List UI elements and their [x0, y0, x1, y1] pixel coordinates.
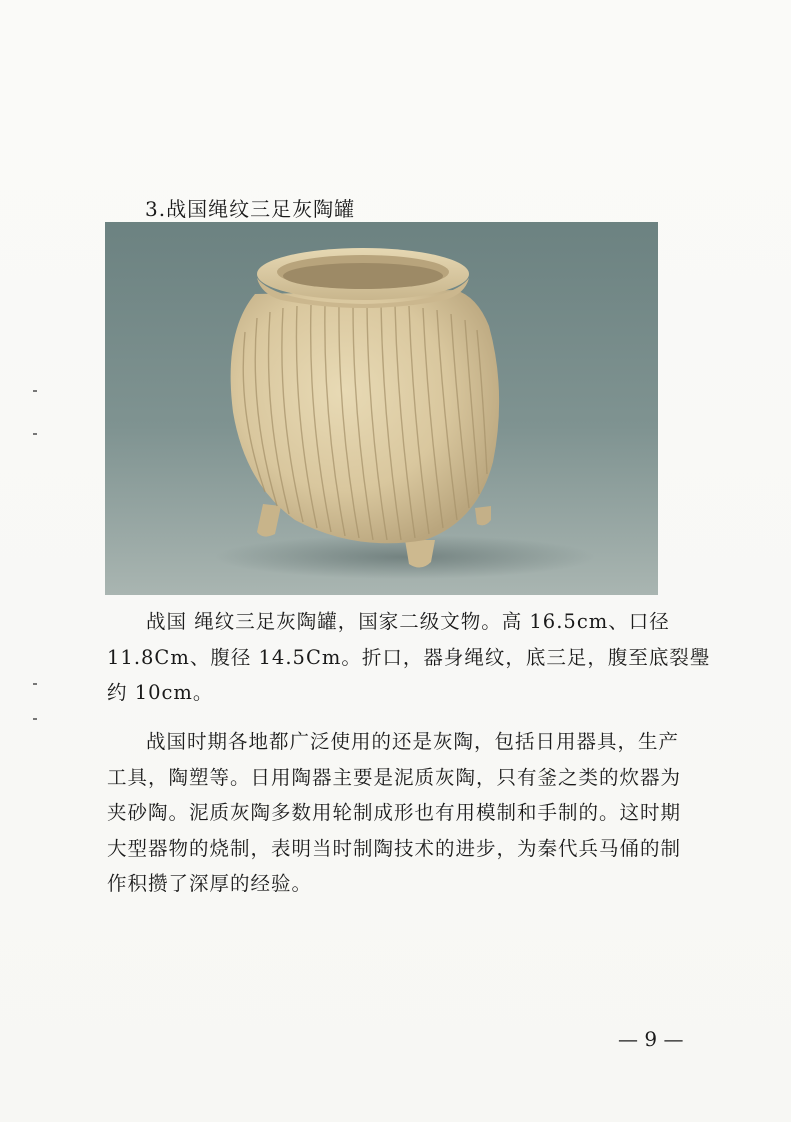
paragraph-line: 战国时期各地都广泛使用的还是灰陶，包括日用器具，生产 — [146, 730, 680, 753]
caption-line: 战国 绳纹三足灰陶罐，国家二级文物。高 16.5cm、口径 — [146, 610, 670, 633]
pottery-jar-photo — [105, 222, 658, 595]
paragraph-line: 作积攒了深厚的经验。 — [107, 872, 313, 895]
binding-mark — [33, 683, 37, 685]
paragraph-line: 大型器物的烧制，表明当时制陶技术的进步，为秦代兵马俑的制 — [107, 836, 682, 860]
page-number: — 9 — — [618, 1027, 684, 1051]
paragraph-line: 夹砂陶。泥质灰陶多数用轮制成形也有用模制和手制的。这时期 — [107, 801, 682, 824]
section-heading: 3.战国绳纹三足灰陶罐 — [145, 197, 356, 221]
caption-line: 约 10cm。 — [107, 681, 214, 704]
body-paragraph — [107, 724, 692, 902]
binding-mark — [33, 718, 37, 720]
caption-paragraph — [107, 604, 711, 711]
binding-mark — [33, 390, 37, 392]
pottery-jar-illustration — [105, 222, 658, 595]
binding-mark — [33, 433, 37, 435]
caption-line: 11.8Cm、腹径 14.5Cm。折口，器身绳纹，底三足，腹至底裂璺 — [107, 645, 711, 669]
paragraph-line: 工具，陶塑等。日用陶器主要是泥质灰陶，只有釜之类的炊器为 — [107, 765, 682, 789]
